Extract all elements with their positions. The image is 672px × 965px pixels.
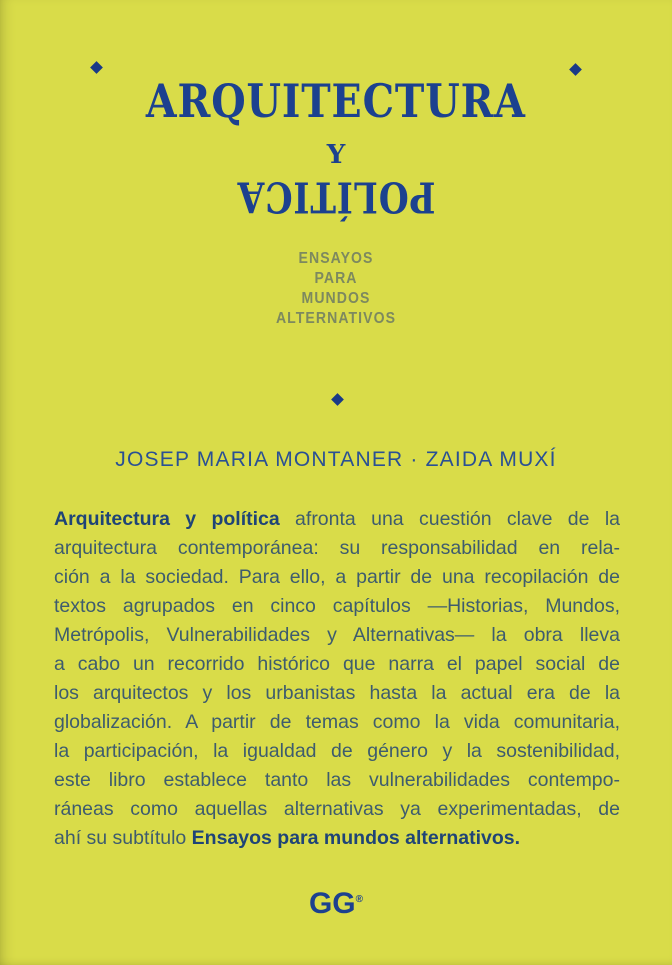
publisher-logo-text: GG xyxy=(308,887,356,920)
blurb-line: arquitectura contemporánea: su responsabilidad en rela- xyxy=(54,537,620,559)
subtitle-line: ALTERNATIVOS xyxy=(275,310,397,327)
subtitle-line: PARA xyxy=(314,270,358,287)
blurb-line: ahí su subtítulo Ensayos para mundos alternativos. xyxy=(54,827,521,849)
blurb-line: la participación, la igualdad de género y la sostenibilidad, xyxy=(54,740,620,762)
blurb-line: Metrópolis, Vulnerabilidades y Alternativas— la obra lleva xyxy=(54,624,620,646)
subtitle-line: MUNDOS xyxy=(301,290,371,307)
subtitle-line: ENSAYOS xyxy=(298,250,374,267)
title-flipped-text: POLÍTICA xyxy=(236,172,436,222)
diamond-ornament-icon xyxy=(331,393,344,406)
authors-line: JOSEP MARIA MONTANER · ZAIDA MUXÍ xyxy=(115,448,557,471)
blurb-line: los arquitectos y los urbanistas hasta la actual era de la xyxy=(54,682,620,704)
diamond-ornament-icon xyxy=(90,61,103,74)
diamond-ornament-icon xyxy=(569,63,582,76)
title-main-text: ARQUITECTURA xyxy=(146,74,526,128)
title-main xyxy=(0,74,672,128)
blurb-paragraph xyxy=(54,505,620,853)
blurb-line: Arquitectura y política afronta una cuestión clave de la xyxy=(54,508,620,530)
blurb-line: ráneas como aquellas alternativas ya experimentadas, de xyxy=(54,798,620,820)
blurb-line: a cabo un recorrido histórico que narra el papel social de xyxy=(54,653,620,675)
publisher-logo xyxy=(0,889,672,919)
registered-trademark-icon: ® xyxy=(355,894,364,905)
blurb-line: este libro establece tanto las vulnerabilidades contempo- xyxy=(54,769,620,791)
blurb-line: ción a la sociedad. Para ello, a partir de una recopilación de xyxy=(54,566,620,588)
blurb-line: textos agrupados en cinco capítulos —Historias, Mundos, xyxy=(54,595,620,617)
title-connector: Y xyxy=(326,140,346,170)
blurb-line: globalización. A partir de temas como la vida comunitaria, xyxy=(54,711,620,733)
subtitle xyxy=(40,249,631,329)
title-flipped xyxy=(0,170,672,226)
